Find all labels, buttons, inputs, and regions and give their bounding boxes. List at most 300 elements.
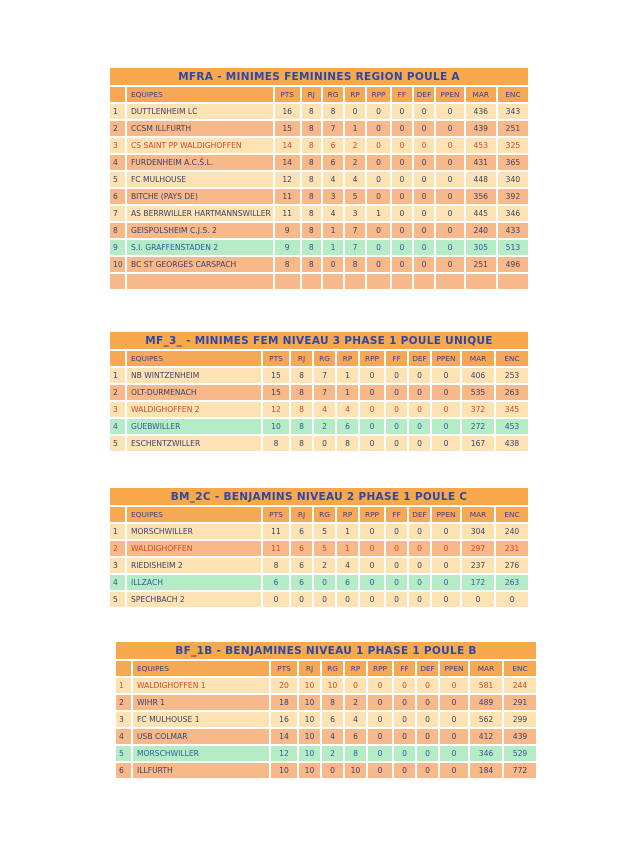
pts: 12 — [263, 402, 289, 417]
rpp: 0 — [368, 712, 392, 727]
ppen: 0 — [440, 746, 468, 761]
ff: 0 — [392, 104, 412, 119]
table-title: BM_2C - BENJAMINS NIVEAU 2 PHASE 1 POULE C — [110, 488, 528, 505]
team-name: NB WINTZENHEIM — [127, 368, 261, 383]
header-mar: MAR — [470, 661, 502, 676]
enc: 433 — [498, 223, 528, 238]
rank: 6 — [110, 189, 125, 204]
rank-header — [116, 661, 131, 676]
ff: 0 — [392, 206, 412, 221]
table-row — [110, 155, 528, 170]
header-pts: PTS — [263, 507, 289, 522]
def: 0 — [409, 592, 430, 607]
enc: 513 — [498, 240, 528, 255]
rg: 1 — [323, 240, 343, 255]
pts: 16 — [275, 104, 300, 119]
ppen: 0 — [436, 223, 463, 238]
rpp: 0 — [367, 189, 390, 204]
team-name: AS BERRWILLER HARTMANNSWILLER — [127, 206, 273, 221]
ff: 0 — [386, 524, 407, 539]
pts: 0 — [263, 592, 289, 607]
rank: 6 — [116, 763, 131, 778]
rank: 4 — [110, 419, 125, 434]
header-rj: RJ — [291, 351, 312, 366]
table-row — [110, 189, 528, 204]
table-row-relegation — [110, 240, 528, 255]
team-name: ILLFURTH — [133, 763, 269, 778]
team-name: WIHR 1 — [133, 695, 269, 710]
team-name: SPECHBACH 2 — [127, 592, 261, 607]
table-row — [110, 257, 528, 272]
rp: 1 — [337, 541, 358, 556]
header-equipes: EQUIPES — [127, 87, 273, 102]
enc: 346 — [498, 206, 528, 221]
enc: 276 — [496, 558, 528, 573]
def: 0 — [409, 385, 430, 400]
rg: 7 — [314, 385, 335, 400]
ppen: 0 — [432, 575, 460, 590]
def: 0 — [417, 678, 438, 693]
table-row-relegation — [110, 575, 528, 590]
def: 0 — [417, 695, 438, 710]
table-row — [110, 592, 528, 607]
mar: 297 — [462, 541, 494, 556]
rpp: 0 — [360, 558, 384, 573]
ff: 0 — [394, 763, 415, 778]
team-name: OLT-DURMENACH — [127, 385, 261, 400]
rp: 6 — [337, 419, 358, 434]
def: 0 — [409, 524, 430, 539]
rj: 6 — [291, 558, 312, 573]
rg: 10 — [322, 678, 343, 693]
rg: 4 — [314, 402, 335, 417]
mar: 562 — [470, 712, 502, 727]
ff: 0 — [392, 155, 412, 170]
table-row — [110, 385, 528, 400]
rj: 6 — [291, 541, 312, 556]
column-header-row — [110, 351, 528, 366]
team-name: MORSCHWILLER — [127, 524, 261, 539]
rp: 2 — [345, 155, 365, 170]
rpp: 0 — [368, 763, 392, 778]
ff: 0 — [394, 695, 415, 710]
header-ppen: PPEN — [432, 351, 460, 366]
rpp: 0 — [360, 385, 384, 400]
table-row — [110, 558, 528, 573]
def: 0 — [409, 541, 430, 556]
def: 0 — [417, 712, 438, 727]
header-pts: PTS — [271, 661, 297, 676]
standings-table-bf1b — [114, 640, 538, 780]
table-row — [110, 436, 528, 451]
rg: 7 — [323, 121, 343, 136]
rg: 3 — [323, 189, 343, 204]
def: 0 — [409, 575, 430, 590]
table-row-highlighted-club — [110, 138, 528, 153]
rj: 6 — [291, 524, 312, 539]
ppen: 0 — [436, 240, 463, 255]
header-def: DEF — [409, 507, 430, 522]
rg: 4 — [323, 206, 343, 221]
mar: 305 — [466, 240, 496, 255]
ff: 0 — [386, 575, 407, 590]
enc: 231 — [496, 541, 528, 556]
mar: 240 — [466, 223, 496, 238]
mar: 453 — [466, 138, 496, 153]
team-name: GUEBWILLER — [127, 419, 261, 434]
table-row-highlighted-club — [110, 541, 528, 556]
rank: 4 — [110, 575, 125, 590]
def: 0 — [409, 402, 430, 417]
rg: 4 — [323, 172, 343, 187]
rj: 8 — [302, 257, 322, 272]
header-def: DEF — [409, 351, 430, 366]
ppen: 0 — [436, 172, 463, 187]
table-row — [110, 223, 528, 238]
header-rp: RP — [345, 87, 365, 102]
rpp: 0 — [360, 541, 384, 556]
enc: 253 — [496, 368, 528, 383]
rank: 5 — [116, 746, 131, 761]
rank: 3 — [110, 558, 125, 573]
team-name: RIEDISHEIM 2 — [127, 558, 261, 573]
rank: 3 — [116, 712, 131, 727]
pts: 10 — [271, 763, 297, 778]
table-row-highlighted-club — [110, 402, 528, 417]
table-row — [116, 712, 536, 727]
pts: 14 — [275, 155, 300, 170]
rp: 5 — [345, 189, 365, 204]
def: 0 — [414, 138, 435, 153]
team-name: WALDIGHOFFEN — [127, 541, 261, 556]
mar: 356 — [466, 189, 496, 204]
table-row-relegation — [110, 419, 528, 434]
ff: 0 — [392, 138, 412, 153]
pts: 8 — [275, 257, 300, 272]
def: 0 — [414, 257, 435, 272]
rpp: 0 — [360, 368, 384, 383]
rpp: 0 — [367, 257, 390, 272]
table-row — [116, 695, 536, 710]
enc: 0 — [496, 592, 528, 607]
ff: 0 — [386, 436, 407, 451]
rg: 8 — [323, 104, 343, 119]
rg: 1 — [323, 223, 343, 238]
rank: 3 — [110, 138, 125, 153]
table-row-highlighted-club — [116, 678, 536, 693]
ppen: 0 — [440, 763, 468, 778]
rank: 7 — [110, 206, 125, 221]
rpp: 0 — [360, 524, 384, 539]
pts: 11 — [275, 189, 300, 204]
team-name: WALDIGHOFFEN 1 — [133, 678, 269, 693]
def: 0 — [417, 729, 438, 744]
enc: 340 — [498, 172, 528, 187]
rp: 6 — [337, 575, 358, 590]
rp: 2 — [345, 695, 366, 710]
ppen: 0 — [432, 368, 460, 383]
rank: 10 — [110, 257, 125, 272]
rg: 6 — [323, 138, 343, 153]
pts: 10 — [263, 419, 289, 434]
def: 0 — [417, 763, 438, 778]
ppen: 0 — [436, 104, 463, 119]
rank-header — [110, 87, 125, 102]
rank: 4 — [116, 729, 131, 744]
rg: 8 — [322, 695, 343, 710]
rj: 8 — [302, 155, 322, 170]
pts: 18 — [271, 695, 297, 710]
ppen: 0 — [436, 257, 463, 272]
team-name: ESCHENTZWILLER — [127, 436, 261, 451]
def: 0 — [414, 172, 435, 187]
team-name: FURDENHEIM A.C.Š.L. — [127, 155, 273, 170]
team-name: MORSCHWILLER — [133, 746, 269, 761]
team-name: USB COLMAR — [133, 729, 269, 744]
pts: 9 — [275, 240, 300, 255]
mar: 272 — [462, 419, 494, 434]
team-name: DUTTLENHEIM LC — [127, 104, 273, 119]
rp: 4 — [345, 712, 366, 727]
rj: 10 — [299, 763, 320, 778]
mar: 431 — [466, 155, 496, 170]
header-rpp: RPP — [360, 507, 384, 522]
rank: 9 — [110, 240, 125, 255]
rp: 4 — [345, 172, 365, 187]
header-enc: ENC — [496, 507, 528, 522]
table-title: MFRA - MINIMES FEMININES REGION POULE A — [110, 68, 528, 85]
rj: 0 — [291, 592, 312, 607]
enc: 365 — [498, 155, 528, 170]
header-rp: RP — [345, 661, 366, 676]
header-def: DEF — [417, 661, 438, 676]
ff: 0 — [394, 746, 415, 761]
header-ff: FF — [394, 661, 415, 676]
pts: 12 — [275, 172, 300, 187]
rank: 1 — [116, 678, 131, 693]
rank: 3 — [110, 402, 125, 417]
header-enc: ENC — [504, 661, 536, 676]
empty-row — [110, 274, 528, 289]
rpp: 0 — [368, 746, 392, 761]
mar: 172 — [462, 575, 494, 590]
rj: 10 — [299, 712, 320, 727]
header-rpp: RPP — [368, 661, 392, 676]
mar: 304 — [462, 524, 494, 539]
ppen: 0 — [432, 524, 460, 539]
rpp: 0 — [368, 729, 392, 744]
rj: 8 — [291, 436, 312, 451]
ff: 0 — [392, 240, 412, 255]
standings-table-mfra — [108, 66, 530, 291]
ppen: 0 — [436, 155, 463, 170]
header-def: DEF — [414, 87, 435, 102]
ppen: 0 — [432, 436, 460, 451]
ppen: 0 — [440, 729, 468, 744]
rpp: 0 — [360, 402, 384, 417]
enc: 438 — [496, 436, 528, 451]
column-header-row — [110, 87, 528, 102]
ff: 0 — [386, 592, 407, 607]
def: 0 — [409, 558, 430, 573]
rj: 6 — [291, 575, 312, 590]
header-rj: RJ — [302, 87, 322, 102]
rp: 0 — [345, 678, 366, 693]
header-rg: RG — [323, 87, 343, 102]
header-rj: RJ — [291, 507, 312, 522]
pts: 20 — [271, 678, 297, 693]
header-rpp: RPP — [360, 351, 384, 366]
rank: 8 — [110, 223, 125, 238]
header-ppen: PPEN — [440, 661, 468, 676]
mar: 489 — [470, 695, 502, 710]
rj: 8 — [291, 368, 312, 383]
table-title: MF_3_ - MINIMES FEM NIVEAU 3 PHASE 1 POULE UNIQUE — [110, 332, 528, 349]
pts: 14 — [271, 729, 297, 744]
rp: 2 — [345, 138, 365, 153]
enc: 263 — [496, 385, 528, 400]
team-name: FC MULHOUSE 1 — [133, 712, 269, 727]
header-rg: RG — [314, 351, 335, 366]
ppen: 0 — [436, 138, 463, 153]
rg: 4 — [322, 729, 343, 744]
mar: 167 — [462, 436, 494, 451]
rj: 10 — [299, 746, 320, 761]
rpp: 0 — [367, 223, 390, 238]
rj: 8 — [302, 121, 322, 136]
rg: 2 — [314, 419, 335, 434]
team-name: ILLZACH — [127, 575, 261, 590]
mar: 0 — [462, 592, 494, 607]
rg: 6 — [323, 155, 343, 170]
enc: 263 — [496, 575, 528, 590]
header-equipes: EQUIPES — [127, 507, 261, 522]
rank: 1 — [110, 104, 125, 119]
mar: 184 — [470, 763, 502, 778]
ppen: 0 — [440, 678, 468, 693]
ff: 0 — [386, 558, 407, 573]
rj: 8 — [291, 385, 312, 400]
mar: 535 — [462, 385, 494, 400]
pts: 6 — [263, 575, 289, 590]
table-row — [110, 524, 528, 539]
rank: 5 — [110, 436, 125, 451]
mar: 237 — [462, 558, 494, 573]
rg: 2 — [322, 746, 343, 761]
standings-table-bm2c — [108, 486, 530, 609]
rank: 4 — [110, 155, 125, 170]
table-row — [110, 206, 528, 221]
rank-header — [110, 351, 125, 366]
def: 0 — [414, 104, 435, 119]
table-row — [116, 763, 536, 778]
rj: 8 — [302, 104, 322, 119]
rank: 2 — [116, 695, 131, 710]
header-rg: RG — [314, 507, 335, 522]
rg: 0 — [314, 592, 335, 607]
rpp: 0 — [367, 138, 390, 153]
header-enc: ENC — [496, 351, 528, 366]
enc: 325 — [498, 138, 528, 153]
ff: 0 — [392, 257, 412, 272]
header-rg: RG — [322, 661, 343, 676]
rj: 8 — [291, 402, 312, 417]
header-ppen: PPEN — [432, 507, 460, 522]
ppen: 0 — [436, 189, 463, 204]
standings-table-mf3 — [108, 330, 530, 453]
pts: 11 — [275, 206, 300, 221]
rp: 1 — [337, 524, 358, 539]
rp: 1 — [345, 121, 365, 136]
team-name: FC MULHOUSE — [127, 172, 273, 187]
rg: 0 — [314, 575, 335, 590]
header-ff: FF — [386, 351, 407, 366]
header-mar: MAR — [462, 507, 494, 522]
mar: 406 — [462, 368, 494, 383]
ff: 0 — [386, 368, 407, 383]
rg: 6 — [322, 712, 343, 727]
rg: 7 — [314, 368, 335, 383]
mar: 346 — [470, 746, 502, 761]
pts: 14 — [275, 138, 300, 153]
rp: 10 — [345, 763, 366, 778]
pts: 11 — [263, 541, 289, 556]
rpp: 0 — [360, 575, 384, 590]
header-equipes: EQUIPES — [133, 661, 269, 676]
ff: 0 — [386, 541, 407, 556]
ff: 0 — [392, 121, 412, 136]
pts: 15 — [275, 121, 300, 136]
mar: 448 — [466, 172, 496, 187]
rj: 8 — [291, 419, 312, 434]
rank: 5 — [110, 592, 125, 607]
rj: 10 — [299, 678, 320, 693]
rank: 2 — [110, 541, 125, 556]
rpp: 0 — [360, 592, 384, 607]
column-header-row — [110, 507, 528, 522]
rpp: 0 — [367, 104, 390, 119]
table-row — [110, 104, 528, 119]
table-title: BF_1B - BENJAMINES NIVEAU 1 PHASE 1 POULE B — [116, 642, 536, 659]
pts: 8 — [263, 558, 289, 573]
ppen: 0 — [440, 712, 468, 727]
rj: 10 — [299, 729, 320, 744]
pts: 8 — [263, 436, 289, 451]
pts: 12 — [271, 746, 297, 761]
rp: 0 — [337, 592, 358, 607]
rpp: 0 — [367, 172, 390, 187]
rank: 1 — [110, 524, 125, 539]
rj: 8 — [302, 189, 322, 204]
rp: 4 — [337, 558, 358, 573]
table-row — [110, 121, 528, 136]
rp: 3 — [345, 206, 365, 221]
header-ppen: PPEN — [436, 87, 463, 102]
ppen: 0 — [432, 558, 460, 573]
rank: 5 — [110, 172, 125, 187]
mar: 445 — [466, 206, 496, 221]
header-rp: RP — [337, 507, 358, 522]
rj: 8 — [302, 172, 322, 187]
rpp: 1 — [367, 206, 390, 221]
def: 0 — [414, 155, 435, 170]
def: 0 — [409, 368, 430, 383]
ff: 0 — [394, 678, 415, 693]
team-name: BC ST GEORGES CARSPACH — [127, 257, 273, 272]
enc: 772 — [504, 763, 536, 778]
header-mar: MAR — [462, 351, 494, 366]
pts: 11 — [263, 524, 289, 539]
